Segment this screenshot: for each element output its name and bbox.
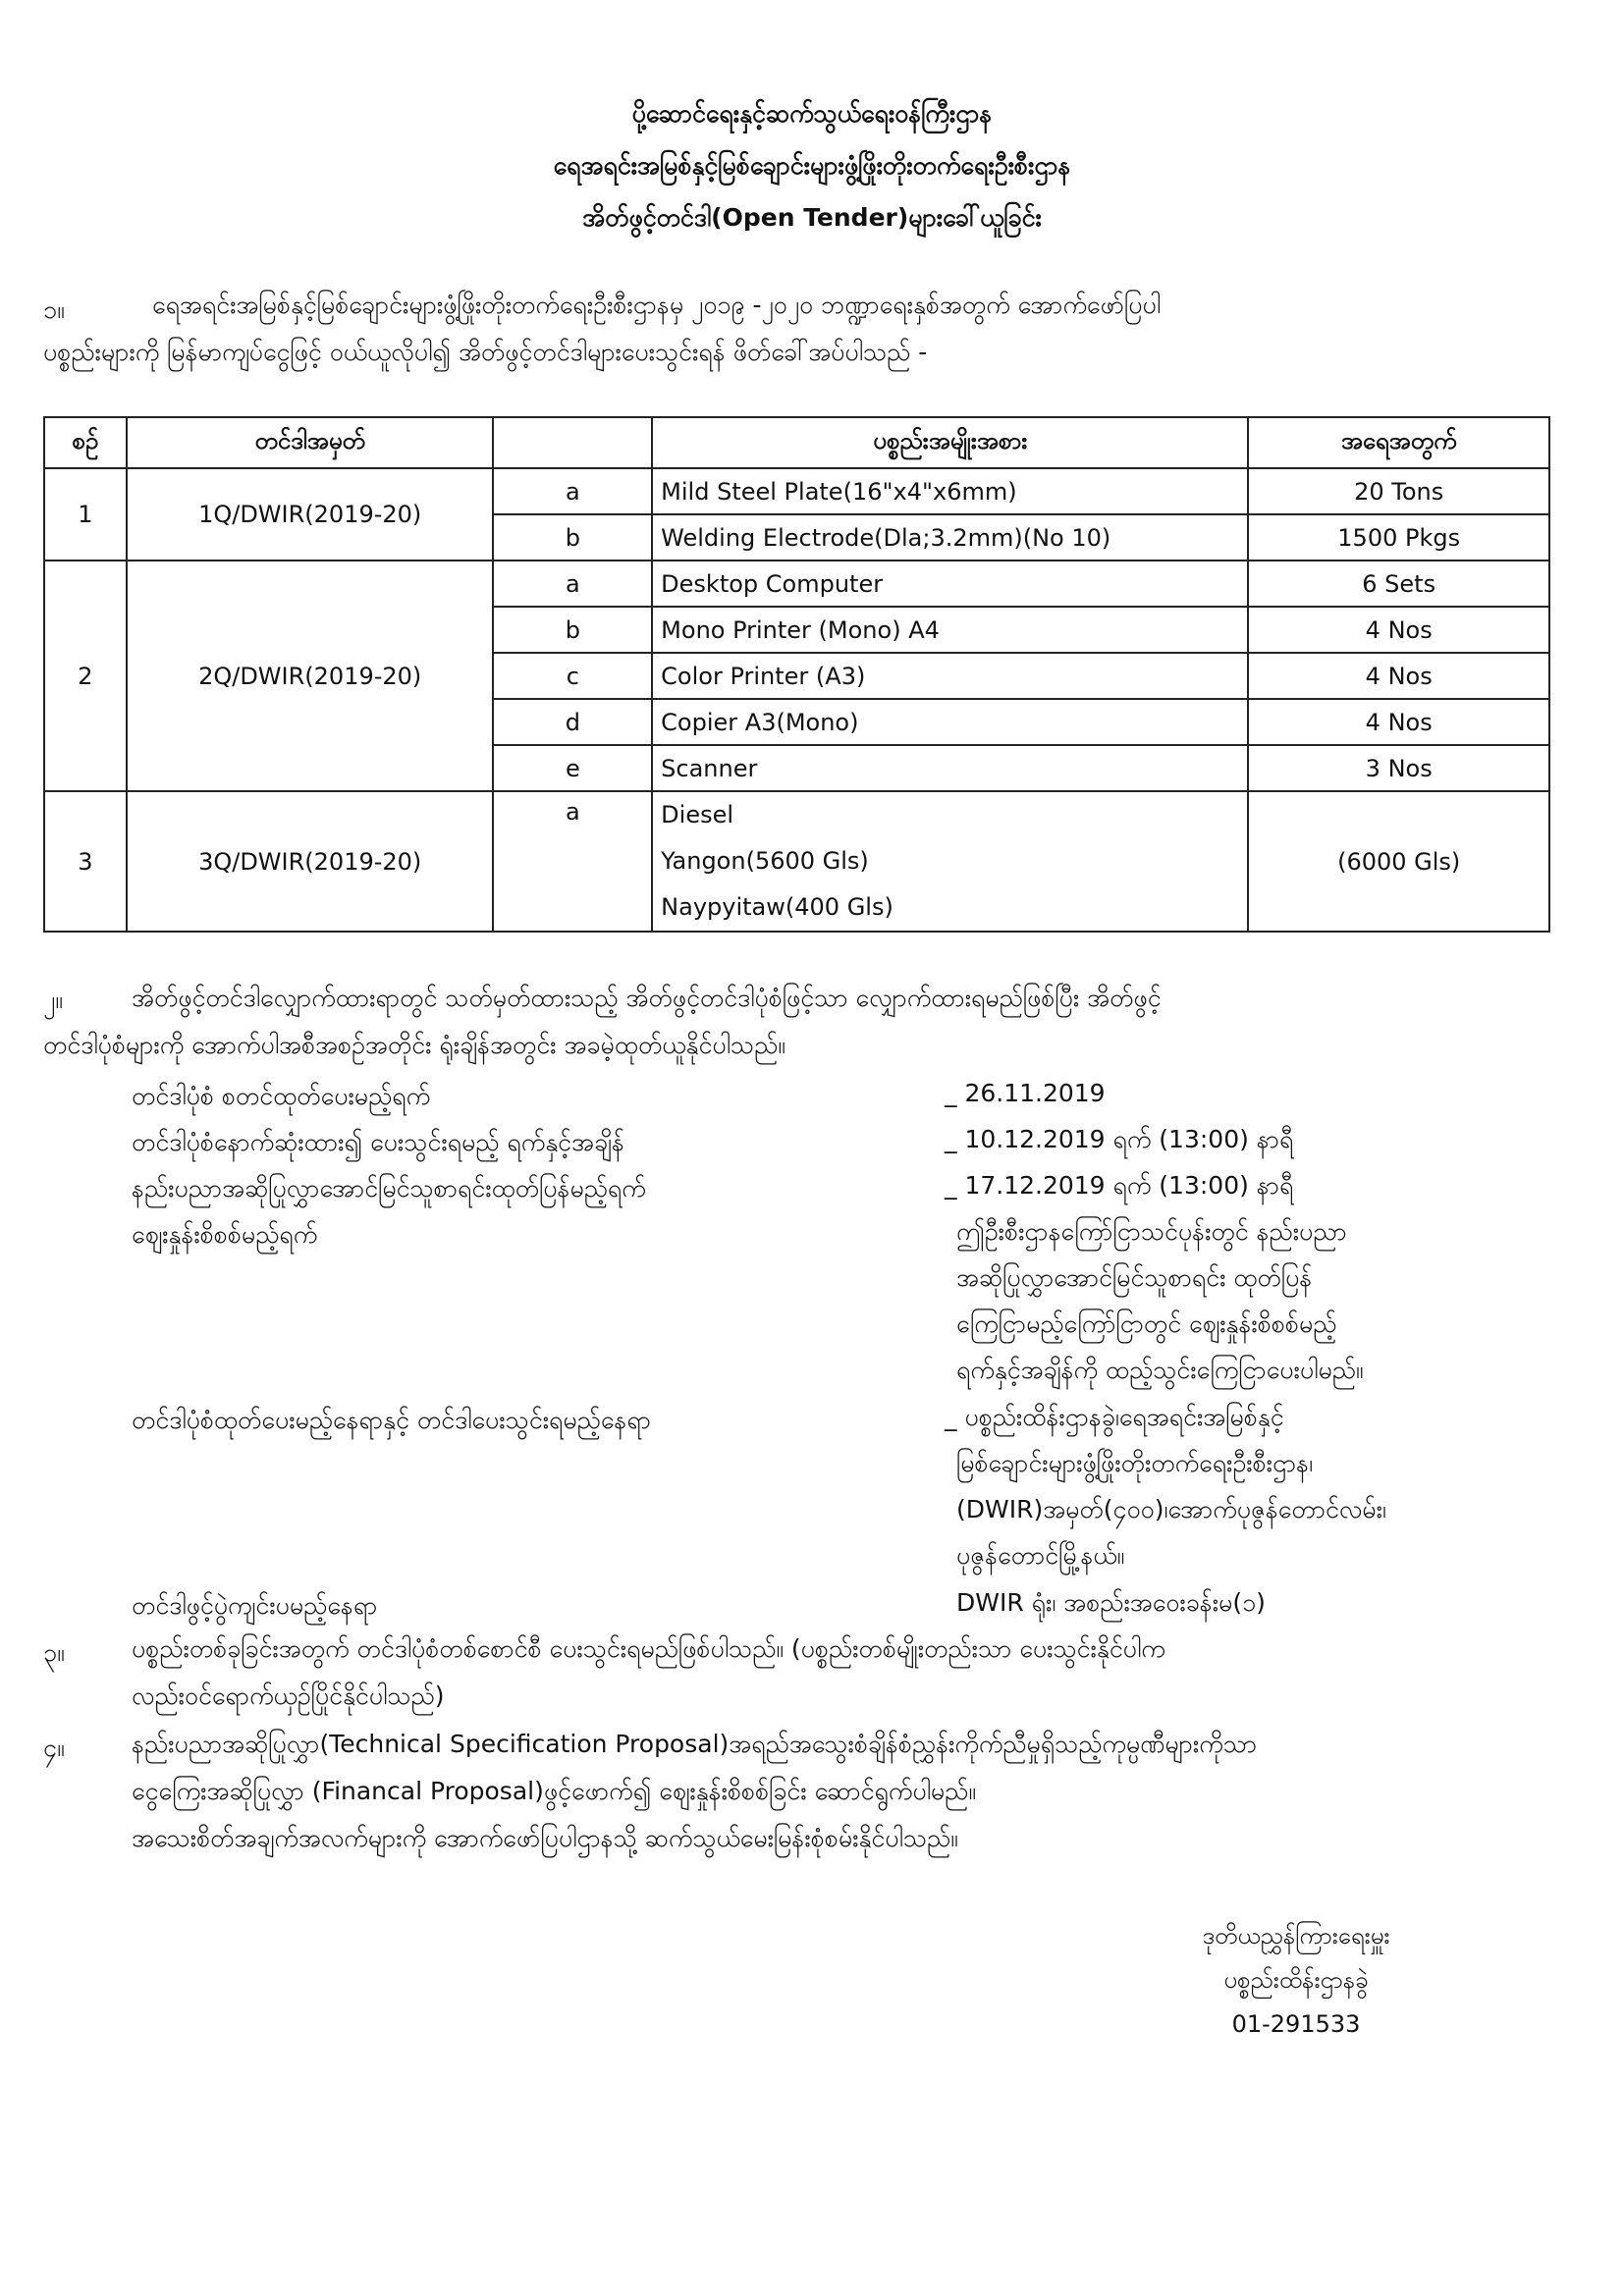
schedule-label: တင်ဒါပုံစံ စတင်ထုတ်ပေးမည့်ရက် xyxy=(132,1082,431,1110)
schedule-label: ဈေးနှုန်းစိစစ်မည့်ရက် xyxy=(132,1220,318,1249)
tender-no-cell: 3Q/DWIR(2019-20) xyxy=(127,791,494,932)
schedule-value-line: (DWIR)အမှတ်(၄၀၀)၊အောက်ပုဇွန်တောင်လမ်း၊ xyxy=(956,1495,1386,1523)
quantity-cell: 3 Nos xyxy=(1248,745,1549,791)
para2-line2: တင်ဒါပုံစံများကို အောက်ပါအစီအစဉ်အတိုင်း ရုံးချိန်အတွင်း အခမဲ့ထုတ်ယူနိုင်ပါသည်။ xyxy=(43,1031,785,1059)
table-row xyxy=(44,791,1549,932)
schedule-value-line: ရက်နှင့်အချိန်ကို ထည့်သွင်းကြေငြာပေးပါမည်။ xyxy=(956,1356,1364,1384)
letter-cell: d xyxy=(493,699,652,745)
para3-line1: ပစ္စည်းတစ်ခုခြင်းအတွက် တင်ဒါပုံစံတစ်စောင်စီ ပေးသွင်းရမည်ဖြစ်ပါသည်။ (ပစ္စည်းတစ်မျိုးတည်းသာ ပေးသွင်းနိုင်ပါက xyxy=(132,1634,1165,1663)
schedule-value-line: DWIR ရုံး၊ အစည်းအဝေးခန်းမ(၁) xyxy=(956,1588,1266,1617)
item-desc-cell: Desktop Computer xyxy=(652,561,1248,607)
quantity-cell: (6000 Gls) xyxy=(1248,791,1549,932)
item-desc-cell xyxy=(652,791,1248,932)
item-desc-cell: Copier A3(Mono) xyxy=(652,699,1248,745)
para3-line2: လည်းဝင်ရောက်ယှဉ်ပြိုင်နိုင်ပါသည်) xyxy=(132,1682,445,1710)
para2-line1: အိတ်ဖွင့်တင်ဒါလျှောက်ထားရာတွင် သတ်မှတ်ထားသည့် အိတ်ဖွင့်တင်ဒါပုံစံဖြင့်သာ လျှောက်ထားရမည်ဖြစ်ပြီး အိတ်ဖွင့် xyxy=(132,984,1162,1012)
letter-cell: c xyxy=(493,653,652,699)
schedule-label: တင်ဒါဖွင့်ပွဲကျင်းပမည့်နေရာ xyxy=(132,1591,378,1620)
department-title: ရေအရင်းအမြစ်နှင့်မြစ်ချောင်းများဖွံ့ဖြိုးတိုးတက်ရေးဦးစီးဌာန xyxy=(553,151,1071,180)
schedule-value-line: ဤဦးစီးဌာနကြော်ငြာသင်ပုန်းတွင် နည်းပညာ xyxy=(956,1217,1347,1246)
header-serial: စဉ် xyxy=(44,417,127,468)
table-row xyxy=(44,468,1549,514)
schedule-value xyxy=(945,1070,1106,1116)
table-header-row xyxy=(44,417,1549,468)
schedule-label: တင်ဒါပုံစံထုတ်ပေးမည့်နေရာနှင့် တင်ဒါပေးသွင်းရမည့်နေရာ xyxy=(132,1406,651,1434)
quantity-cell: 4 Nos xyxy=(1248,653,1549,699)
item-desc-cell: Mild Steel Plate(16"x4"x6mm) xyxy=(652,468,1248,514)
para3-number: ၃။ xyxy=(43,1638,65,1667)
quantity-cell: 4 Nos xyxy=(1248,699,1549,745)
letter-cell: a xyxy=(493,561,652,607)
item-desc-line: Naypyitaw(400 Gls) xyxy=(661,893,893,921)
table-row xyxy=(44,561,1549,607)
letter-cell: b xyxy=(493,514,652,561)
quantity-cell: 4 Nos xyxy=(1248,607,1549,653)
schedule-value-line: _ 17.12.2019 ရက် (13:00) နာရီ xyxy=(945,1171,1294,1200)
signature-block xyxy=(1100,1914,1492,2047)
contact-phone: 01-291533 xyxy=(1231,2010,1361,2038)
para4-number: ၄။ xyxy=(43,1734,65,1762)
item-desc-line: Diesel xyxy=(661,801,734,828)
para1-line1: ရေအရင်းအမြစ်နှင့်မြစ်ချောင်းများဖွံ့ဖြိုးတိုးတက်ရေးဦးစီးဌာနမှ ၂၀၁၉ -၂၀၂၀ ဘဏ္ဍာရေးနှစ်အတွက် အောက်ဖော်ပြပါ xyxy=(152,291,1162,319)
ministry-title: ပို့ဆောင်ရေးနှင့်ဆက်သွယ်ရေးဝန်ကြီးဌာန xyxy=(631,99,993,128)
para1-line2: ပစ္စည်းများကို မြန်မာကျပ်ငွေဖြင့် ဝယ်ယူလိုပါ၍ အိတ်ဖွင့်တင်ဒါများပေးသွင်းရန် ဖိတ်ခေါ်အပ်ပါသည် - xyxy=(43,338,928,366)
header-tender-no: တင်ဒါအမှတ် xyxy=(127,417,494,468)
schedule-value-line: အဆိုပြုလွှာအောင်မြင်သူစာရင်း ထုတ်ပြန် xyxy=(956,1263,1313,1292)
schedule-value-line: မြစ်ချောင်းများဖွံ့ဖြိုးတိုးတက်ရေးဦးစီးဌာန၊ xyxy=(956,1449,1314,1477)
schedule-label: တင်ဒါပုံစံနောက်ဆုံးထား၍ ပေးသွင်းရမည့် ရက်နှင့်အချိန် xyxy=(132,1128,624,1156)
para4-line2: ငွေကြေးအဆိုပြုလွှာ (Financal Proposal)ဖွင့်ဖောက်၍ ဈေးနှုန်းစိစစ်ခြင်း ဆောင်ရွက်ပါမည်။ xyxy=(132,1777,976,1805)
letter-cell: e xyxy=(493,745,652,791)
schedule-value-line: ပုဇွန်တောင်မြို့နယ်။ xyxy=(956,1541,1125,1570)
signature-title: ဒုတိယညွှန်ကြားရေးမှူး xyxy=(1202,1922,1390,1949)
item-desc-line: Yangon(5600 Gls) xyxy=(661,847,869,875)
serial-cell: 1 xyxy=(44,468,127,561)
header-item-type: ပစ္စည်းအမျိုးအစား xyxy=(652,417,1248,468)
schedule-label: နည်းပညာအဆိုပြုလွှာအောင်မြင်သူစာရင်းထုတ်ပြန်မည့်ရက် xyxy=(132,1174,646,1202)
quantity-cell: 1500 Pkgs xyxy=(1248,514,1549,561)
tender-no-cell: 1Q/DWIR(2019-20) xyxy=(127,468,494,561)
schedule-value-line: _ 26.11.2019 xyxy=(945,1079,1106,1107)
para2-number: ၂။ xyxy=(43,986,63,1014)
tender-table xyxy=(43,416,1550,933)
schedule-value-line: _ ပစ္စည်းထိန်းဌာနခွဲ၊ရေအရင်းအမြစ်နှင့် xyxy=(945,1403,1284,1431)
letter-cell: a xyxy=(493,468,652,514)
serial-cell: 2 xyxy=(44,561,127,791)
letter-cell: b xyxy=(493,607,652,653)
para4-line3: အသေးစိတ်အချက်အလက်များကို အောက်ဖော်ပြပါဌာနသို့ ဆက်သွယ်မေးမြန်းစုံစမ်းနိုင်ပါသည်။ xyxy=(132,1824,958,1852)
serial-cell: 3 xyxy=(44,791,127,932)
schedule-value-line: _ 10.12.2019 ရက် (13:00) နာရီ xyxy=(945,1125,1294,1153)
header-quantity: အရေအတွက် xyxy=(1248,417,1549,468)
item-desc-cell: Welding Electrode(Dla;3.2mm)(No 10) xyxy=(652,514,1248,561)
item-desc-cell: Scanner xyxy=(652,745,1248,791)
letter-cell: a xyxy=(493,791,652,932)
para1-number: ၁။ xyxy=(43,295,65,324)
schedule-value-line: ကြေငြာမည့်ကြော်ငြာတွင် ဈေးနှုန်းစိစစ်မည့် xyxy=(956,1309,1337,1338)
para4-line1: နည်းပညာအဆိုပြုလွှာ(Technical Specification Proposal)အရည်အသွေးစံချိန်စံညွှန်းကိုက်ညီမှုရှိသည့်ကုမ္ပဏီများကိုသာ xyxy=(132,1730,1258,1758)
header-letter xyxy=(493,417,652,468)
tender-no-cell: 2Q/DWIR(2019-20) xyxy=(127,561,494,791)
schedule-value xyxy=(956,1579,1266,1626)
schedule-value xyxy=(945,1162,1293,1208)
quantity-cell: 20 Tons xyxy=(1248,468,1549,514)
item-desc-cell: Mono Printer (Mono) A4 xyxy=(652,607,1248,653)
schedule-value xyxy=(945,1116,1293,1162)
schedule-value xyxy=(956,1208,1364,1393)
item-desc-cell: Color Printer (A3) xyxy=(652,653,1248,699)
schedule-value xyxy=(945,1394,1386,1578)
quantity-cell: 6 Sets xyxy=(1248,561,1549,607)
signature-department: ပစ္စည်းထိန်းဌာနခွဲ xyxy=(1223,1966,1369,1994)
notice-title: အိတ်ဖွင့်တင်ဒါ(Open Tender)များခေါ်ယူခြင်း xyxy=(582,203,1042,232)
